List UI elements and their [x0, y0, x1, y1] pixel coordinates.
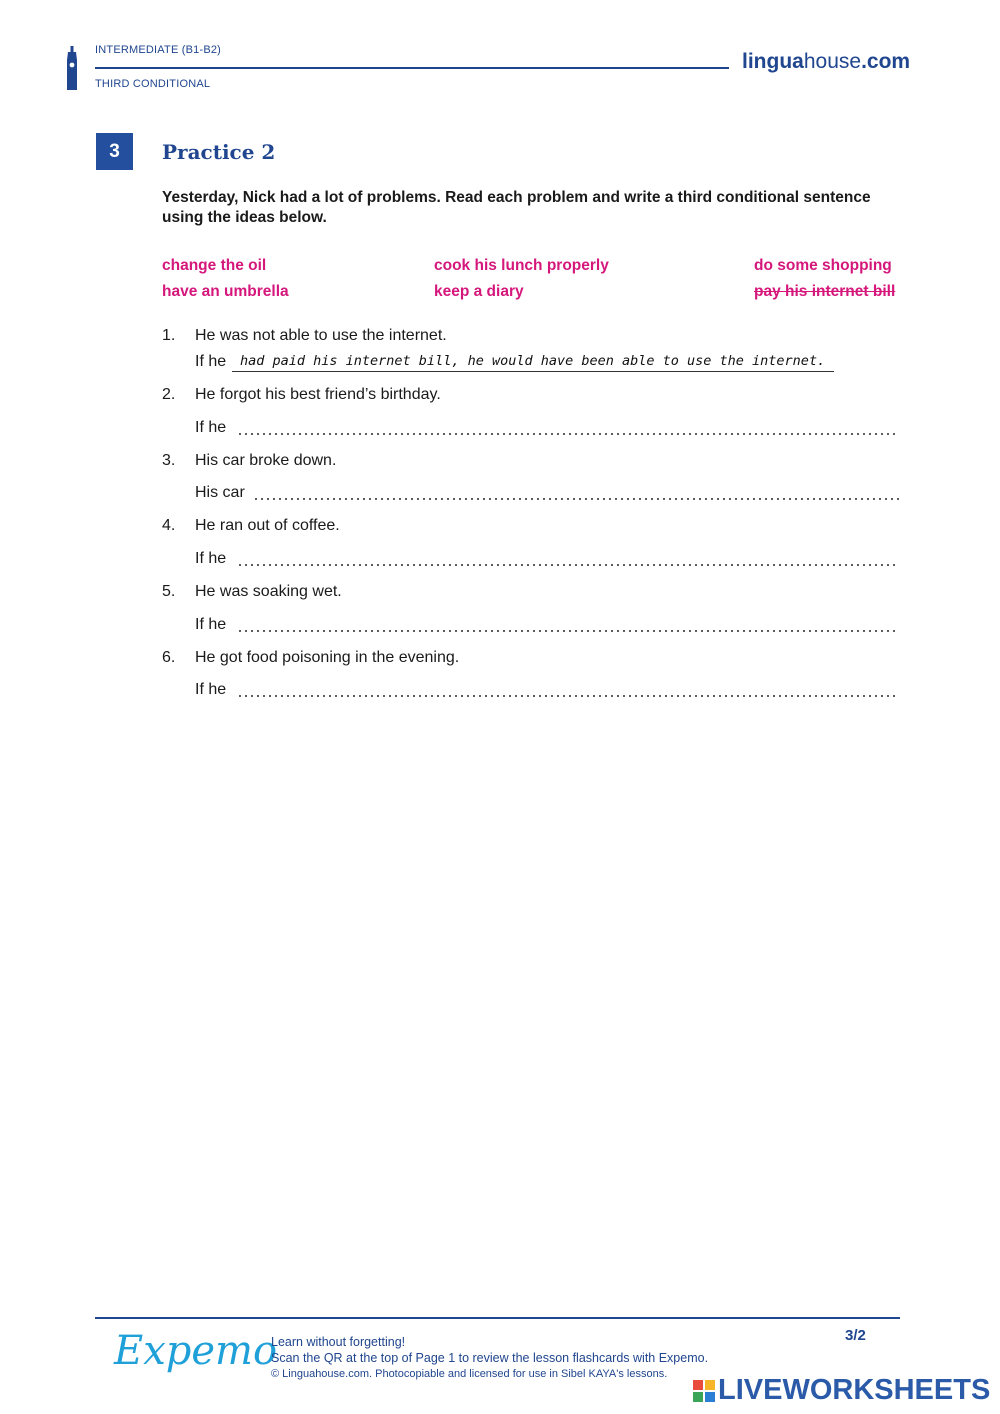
- footer-divider: [95, 1317, 900, 1319]
- item-number: 2.: [162, 386, 176, 403]
- answer-field-blank[interactable]: [237, 433, 899, 435]
- header-divider: [95, 67, 729, 69]
- liveworksheets-icon: [693, 1380, 715, 1402]
- brand-part-lingua: lingua: [742, 50, 804, 73]
- section-number-badge: 3: [96, 133, 133, 170]
- answer-field-blank[interactable]: [237, 630, 899, 632]
- answer-prefix: If he: [195, 616, 227, 633]
- liveworksheets-wordmark: LIVEWORKSHEETS: [718, 1374, 991, 1406]
- answer-prefix: If he: [195, 681, 227, 698]
- answer-prefix: If he: [195, 353, 227, 370]
- item-number: 1.: [162, 327, 176, 344]
- brand-part-com: .com: [861, 50, 911, 73]
- answer-field-blank[interactable]: [253, 498, 899, 500]
- item-problem: He was not able to use the internet.: [195, 327, 447, 344]
- idea-keep-a-diary: keep a diary: [434, 283, 524, 300]
- topic-label: THIRD CONDITIONAL: [95, 78, 211, 90]
- item-number: 5.: [162, 583, 176, 600]
- footer-qr-note: Scan the QR at the top of Page 1 to review the lesson flashcards with Expemo.: [271, 1351, 709, 1365]
- idea-cook-his-lunch: cook his lunch properly: [434, 257, 609, 274]
- footer-copyright: © Linguahouse.com. Photocopiable and licensed for use in Sibel KAYA's lessons.: [271, 1368, 668, 1380]
- idea-pay-internet-bill-used: pay his internet bill: [754, 283, 896, 300]
- answer-field-blank[interactable]: [237, 564, 899, 566]
- item-number: 6.: [162, 649, 176, 666]
- page-number: 3/2: [845, 1327, 866, 1344]
- level-label: INTERMEDIATE (B1-B2): [95, 44, 222, 56]
- item-number: 4.: [162, 517, 176, 534]
- idea-have-an-umbrella: have an umbrella: [162, 283, 289, 300]
- big-ben-icon: [64, 46, 80, 90]
- answer-prefix: His car: [195, 484, 245, 501]
- item-problem: His car broke down.: [195, 452, 337, 469]
- item-problem: He was soaking wet.: [195, 583, 342, 600]
- idea-do-some-shopping: do some shopping: [754, 257, 892, 274]
- instructions: Yesterday, Nick had a lot of problems. Read each problem and write a third conditional sentence using the ideas below.: [162, 189, 871, 226]
- liveworksheets-logo[interactable]: [693, 1374, 990, 1407]
- footer-tagline: Learn without forgetting!: [271, 1335, 406, 1349]
- expemo-logo: Expemo: [114, 1328, 278, 1374]
- item-problem: He forgot his best friend’s birthday.: [195, 386, 441, 403]
- brand-part-house: house: [803, 50, 862, 73]
- idea-change-the-oil: change the oil: [162, 257, 267, 274]
- answer-field-blank[interactable]: [237, 695, 899, 697]
- linguahouse-logo[interactable]: [742, 50, 910, 74]
- item-number: 3.: [162, 452, 176, 469]
- answer-prefix: If he: [195, 419, 227, 436]
- section-title: Practice 2: [162, 140, 276, 164]
- answer-prefix: If he: [195, 550, 227, 567]
- item-problem: He ran out of coffee.: [195, 517, 340, 534]
- answer-field-filled[interactable]: had paid his internet bill, he would have been able to use the internet.: [232, 350, 834, 372]
- item-problem: He got food poisoning in the evening.: [195, 649, 460, 666]
